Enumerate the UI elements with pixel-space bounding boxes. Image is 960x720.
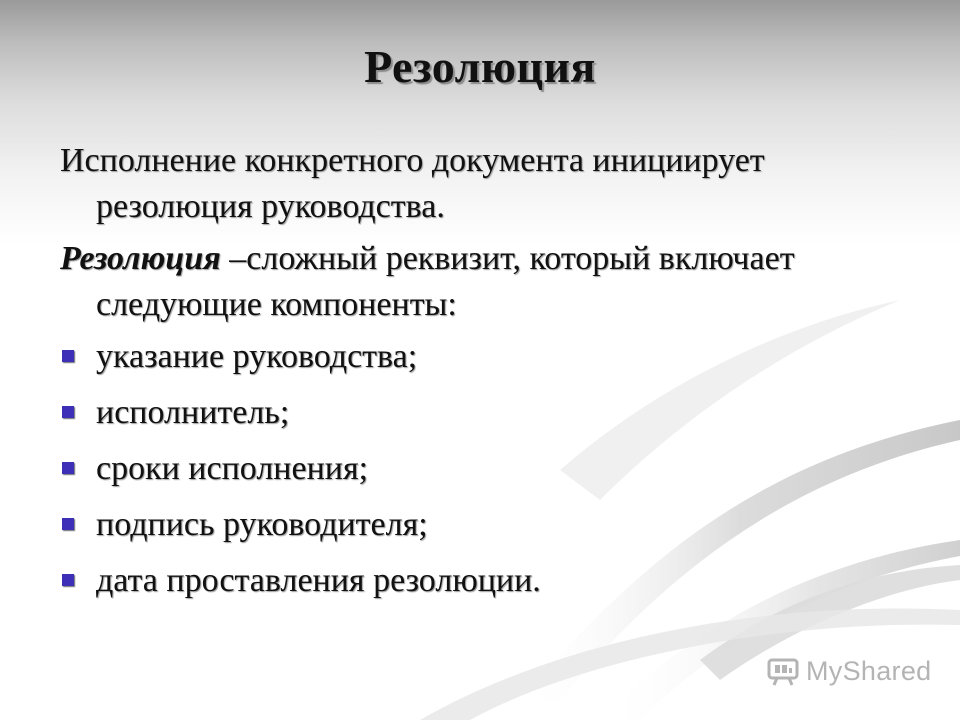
definition-text: –сложный реквизит, который включает следующие компоненты: [96,240,795,323]
myshared-logo-icon [766,655,800,687]
myshared-watermark [766,655,931,687]
list-item [60,502,920,548]
list-item [60,334,920,380]
square-bullet-icon [62,462,74,474]
list-item-text: указание руководства; [96,338,418,375]
intro-paragraph: Исполнение конкретного документа инициирует резолюция руководства. [60,142,765,225]
list-item-text: сроки исполнения; [96,450,369,487]
square-bullet-icon [62,518,74,530]
square-bullet-icon [62,406,74,418]
slide-body [60,138,920,614]
components-list [60,334,920,604]
slide-title: Резолюция [364,41,596,92]
list-item [60,558,920,604]
list-item-text: дата проставления резолюции. [96,562,541,599]
list-item-text: исполнитель; [96,394,290,431]
square-bullet-icon [62,350,74,362]
definition-paragraph [60,236,920,328]
definition-term: Резолюция [60,240,230,277]
list-item [60,390,920,436]
list-item [60,446,920,492]
square-bullet-icon [62,574,74,586]
watermark-text: MyShared [806,655,932,686]
list-item-text: подпись руководителя; [96,506,428,543]
